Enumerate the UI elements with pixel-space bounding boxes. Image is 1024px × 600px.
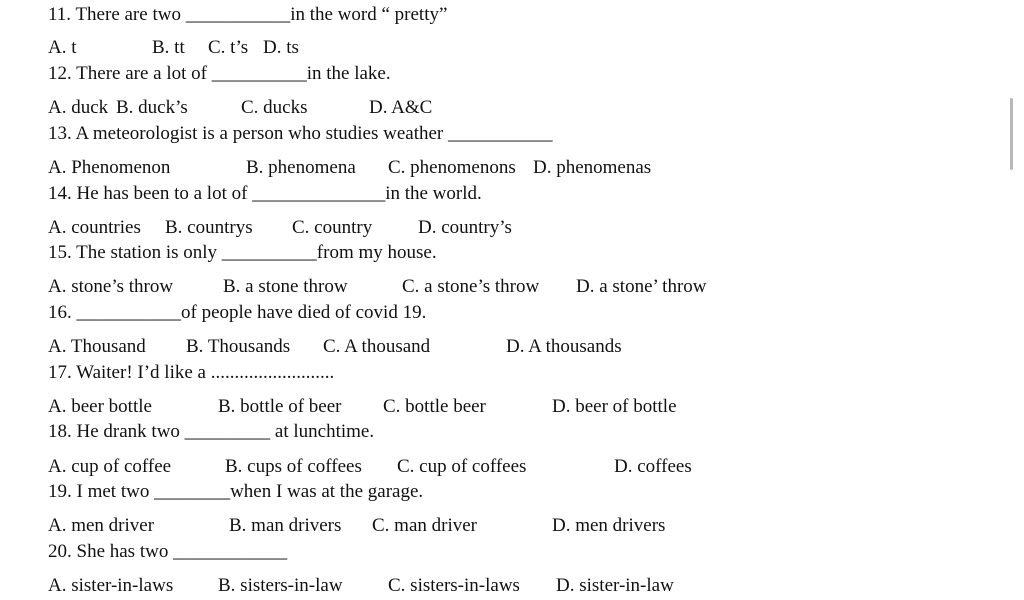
option-b: B. tt [152,37,185,58]
question-stem: 18. He drank two _________ at lunchtime. [48,421,375,442]
option-d: D. country’s [418,217,512,238]
option-b: B. countrys [165,217,253,238]
option-a: A. Phenomenon [48,157,171,178]
scrollbar-thumb[interactable] [1010,98,1013,170]
option-c: C. t’s [208,37,249,58]
option-b: B. sisters-in-law [218,575,343,596]
question-stem: 20. She has two ____________ [48,541,288,562]
option-d: D. coffees [614,456,692,477]
option-d: D. men drivers [552,515,666,536]
option-c: C. A thousand [323,336,431,357]
option-a: A. Thousand [48,336,146,357]
option-c: C. sisters-in-laws [388,575,520,596]
option-d: D. ts [263,37,299,58]
option-c: C. man driver [372,515,478,536]
option-d: D. a stone’ throw [576,276,707,297]
option-c: C. cup of coffees [397,456,527,477]
question-stem: 11. There are two ___________in the word “ pretty” [48,4,448,25]
option-b: B. bottle of beer [218,396,342,417]
question-stem: 13. A meteorologist is a person who studies weather ___________ [48,123,553,144]
question-stem: 16. ___________of people have died of covid 19. [48,302,427,323]
question-stem: 15. The station is only __________from my house. [48,242,437,263]
option-a: A. duck [48,97,109,118]
option-b: B. duck’s [116,97,188,118]
option-c: C. ducks [241,97,308,118]
question-stem: 12. There are a lot of __________in the lake. [48,63,391,84]
option-b: B. phenomena [246,157,356,178]
option-b: B. Thousands [186,336,291,357]
option-d: D. phenomenas [533,157,652,178]
option-d: D. sister-in-law [556,575,674,596]
option-c: C. phenomenons [388,157,516,178]
option-b: B. cups of coffees [225,456,362,477]
option-a: A. men driver [48,515,155,536]
option-b: B. man drivers [229,515,342,536]
question-stem: 19. I met two ________when I was at the garage. [48,481,424,502]
question-stem: 14. He has been to a lot of ______________in the world. [48,183,482,204]
question-stem: 17. Waiter! I’d like a .......................... [48,362,335,383]
option-a: A. sister-in-laws [48,575,174,596]
option-a: A. cup of coffee [48,456,172,477]
option-d: D. A thousands [506,336,622,357]
option-a: A. countries [48,217,141,238]
option-d: D. A&C [369,97,433,118]
option-a: A. stone’s throw [48,276,174,297]
option-a: A. t [48,37,77,58]
option-d: D. beer of bottle [552,396,677,417]
option-b: B. a stone throw [223,276,348,297]
option-c: C. bottle beer [383,396,486,417]
option-c: C. country [292,217,373,238]
option-c: C. a stone’s throw [402,276,540,297]
option-a: A. beer bottle [48,396,152,417]
